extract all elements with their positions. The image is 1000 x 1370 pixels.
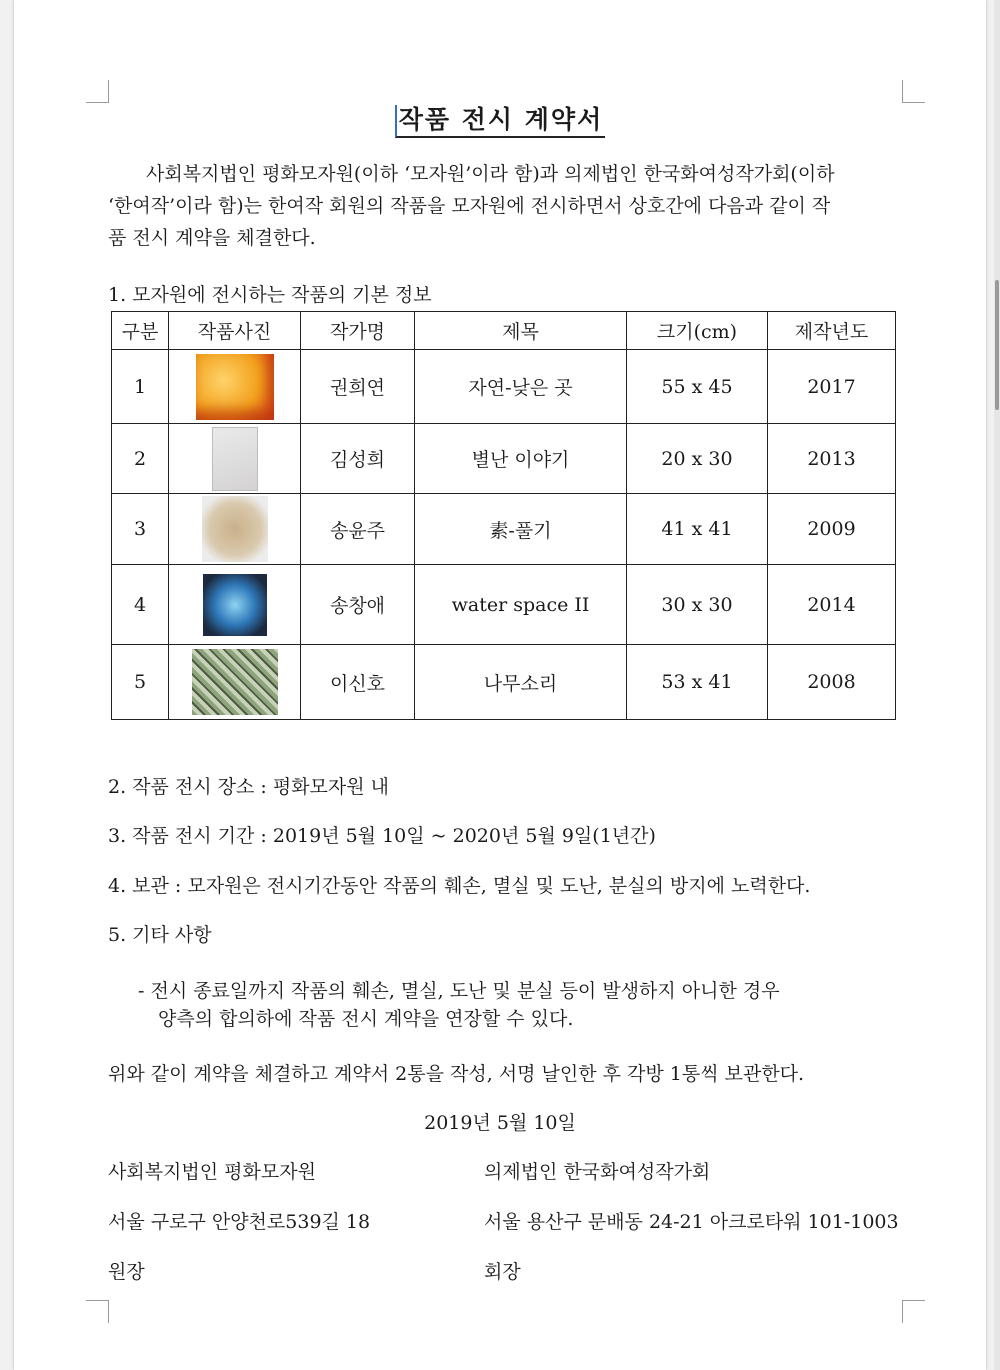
note-line-2: 양측의 합의하에 작품 전시 계약을 연장할 수 있다. — [158, 1008, 574, 1030]
section-3-period: 3. 작품 전시 기간 : 2019년 5월 10일 ~ 2020년 5월 9일(1년간) — [108, 825, 656, 847]
closing-statement: 위와 같이 계약을 체결하고 계약서 2통을 작성, 서명 날인한 후 각방 1통씩 보관한다. — [108, 1063, 805, 1085]
cell-title: water space II — [415, 565, 627, 645]
margin-mark-bottom-left — [86, 1300, 109, 1323]
artwork-photo-2 — [212, 427, 258, 491]
cell-artist: 이신호 — [301, 645, 415, 720]
scrollbar[interactable] — [994, 0, 1000, 1370]
cell-size: 41 x 41 — [627, 494, 768, 565]
intro-paragraph — [108, 158, 900, 254]
cell-year: 2014 — [768, 565, 896, 645]
intro-line-1: 사회복지법인 평화모자원(이하 ‘모자원’이라 함)과 의제법인 한국화여성작가회(이하 — [146, 163, 835, 185]
cell-photo — [169, 350, 301, 424]
intro-line-3: 품 전시 계약을 체결한다. — [108, 227, 316, 249]
section-4-storage: 4. 보관 : 모자원은 전시기간동안 작품의 훼손, 멸실 및 도난, 분실의 방지에 노력한다. — [108, 875, 811, 897]
cell-year: 2017 — [768, 350, 896, 424]
cell-year: 2008 — [768, 645, 896, 720]
cell-title: 素-풀기 — [415, 494, 627, 565]
cell-title: 별난 이야기 — [415, 424, 627, 494]
cell-number: 1 — [112, 350, 169, 424]
col-header-artist: 작가명 — [301, 312, 415, 350]
table-row — [112, 424, 896, 494]
cell-year: 2009 — [768, 494, 896, 565]
cell-number: 4 — [112, 565, 169, 645]
section-1-heading: 1. 모자원에 전시하는 작품의 기본 정보 — [108, 284, 432, 306]
cell-artist: 권희연 — [301, 350, 415, 424]
section-2-location: 2. 작품 전시 장소 : 평화모자원 내 — [108, 776, 390, 798]
table-header-row — [112, 312, 896, 350]
cell-size: 20 x 30 — [627, 424, 768, 494]
cell-size: 53 x 41 — [627, 645, 768, 720]
cell-photo — [169, 494, 301, 565]
cell-artist: 송윤주 — [301, 494, 415, 565]
table-row — [112, 350, 896, 424]
party-left-name: 사회복지법인 평화모자원 — [108, 1161, 316, 1183]
section-5-heading: 5. 기타 사항 — [108, 924, 212, 946]
cell-artist: 김성희 — [301, 424, 415, 494]
artwork-photo-4 — [203, 574, 267, 636]
cell-title: 자연-낮은 곳 — [415, 350, 627, 424]
cell-photo — [169, 424, 301, 494]
party-right-address: 서울 용산구 문배동 24-21 아크로타워 101-1003 — [484, 1211, 899, 1233]
party-right-name: 의제법인 한국화여성작가회 — [484, 1161, 711, 1183]
artwork-photo-5 — [192, 649, 278, 715]
artwork-photo-1 — [196, 354, 274, 420]
party-right-role: 회장 — [484, 1261, 521, 1283]
col-header-photo: 작품사진 — [169, 312, 301, 350]
margin-mark-bottom-right — [902, 1300, 925, 1323]
cell-number: 2 — [112, 424, 169, 494]
col-header-year: 제작년도 — [768, 312, 896, 350]
document-title: 작품 전시 계약서 — [0, 100, 1000, 136]
artwork-photo-3 — [202, 496, 268, 562]
party-left-role: 원장 — [108, 1261, 145, 1283]
cell-photo — [169, 565, 301, 645]
table-row — [112, 565, 896, 645]
table-row — [112, 494, 896, 565]
cell-number: 3 — [112, 494, 169, 565]
cell-artist: 송창애 — [301, 565, 415, 645]
scrollbar-thumb[interactable] — [995, 280, 999, 410]
cell-photo — [169, 645, 301, 720]
cell-number: 5 — [112, 645, 169, 720]
table-row — [112, 645, 896, 720]
artwork-table — [111, 311, 896, 720]
party-left-address: 서울 구로구 안양천로539길 18 — [108, 1211, 371, 1233]
cell-year: 2013 — [768, 424, 896, 494]
col-header-number: 구분 — [112, 312, 169, 350]
note-line-1: - 전시 종료일까지 작품의 훼손, 멸실, 도난 및 분실 등이 발생하지 아니한 경우 — [138, 980, 780, 1002]
intro-line-2: ‘한여작’이라 함)는 한여작 회원의 작품을 모자원에 전시하면서 상호간에 다음과 같이 작 — [108, 195, 831, 217]
cell-size: 55 x 45 — [627, 350, 768, 424]
cell-size: 30 x 30 — [627, 565, 768, 645]
cell-title: 나무소리 — [415, 645, 627, 720]
col-header-size: 크기(cm) — [627, 312, 768, 350]
contract-date: 2019년 5월 10일 — [424, 1112, 576, 1134]
col-header-title: 제목 — [415, 312, 627, 350]
